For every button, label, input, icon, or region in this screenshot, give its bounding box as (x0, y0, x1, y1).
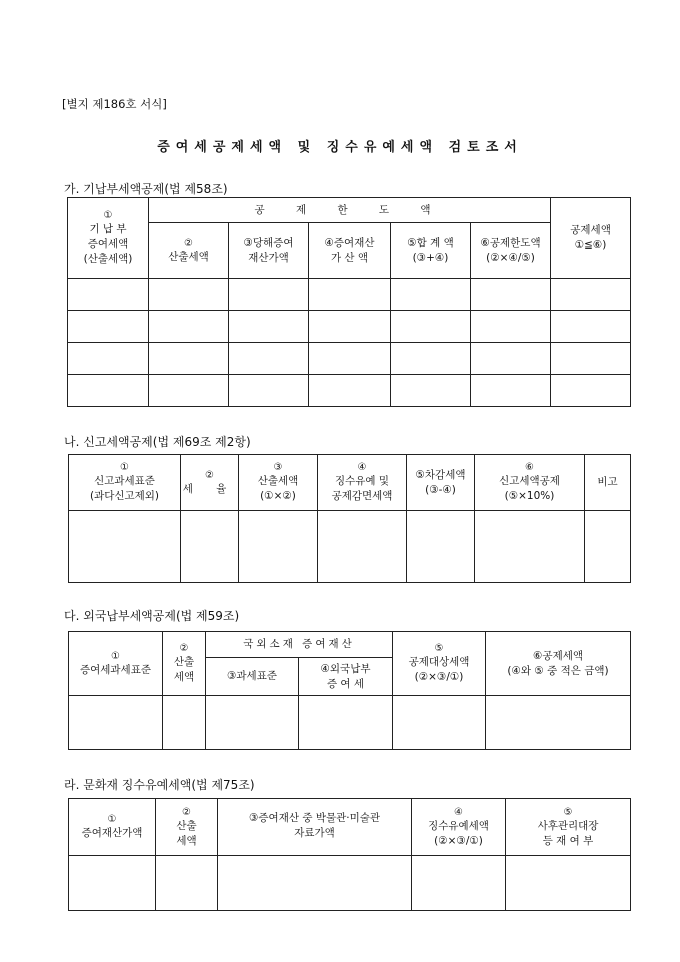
table-row (68, 311, 631, 343)
table-cultural-asset-deferral (68, 798, 631, 911)
header-museum-material-value: ③증여재산 중 박물관·미술관 자료가액 (218, 799, 412, 856)
table-row (69, 696, 631, 750)
table-row (68, 279, 631, 311)
header-calculated-tax: ② 산출 세액 (163, 632, 206, 696)
header-calculated-tax: ③ 산출세액 (①×②) (239, 455, 318, 511)
header-foreign-tax-base: ③과세표준 (206, 658, 299, 696)
header-foreign-paid-tax: ④외국납부 증 여 세 (299, 658, 393, 696)
form-number-label: [별지 제186호 서식] (62, 97, 167, 111)
header-deferred-tax: ④ 징수유예세액 (②×③/①) (412, 799, 506, 856)
header-current-gift-value: ③당해증여 재산가액 (229, 223, 309, 279)
header-added-gift-value: ④증여재산 가 산 액 (309, 223, 391, 279)
table-row (69, 856, 631, 911)
header-gift-tax-base: ① 증여세과세표준 (69, 632, 163, 696)
header-creditable-tax: ⑤ 공제대상세액 (②×③/①) (393, 632, 486, 696)
header-tax-rate: ② 세 율 (181, 455, 239, 511)
header-total-amount: ⑤합 계 액 (③+④) (391, 223, 471, 279)
document-title: 증여세공제세액 및 징수유예세액 검토조서 (157, 140, 523, 155)
header-credit-amount: ⑥공제세액 (④와 ⑤ 중 적은 금액) (486, 632, 631, 696)
table-row (68, 375, 631, 407)
header-deduction-limit-group: 공 제 한 도 액 (149, 198, 551, 223)
header-prepaid-tax: ① 기 납 부 증여세액 (산출세액) (68, 198, 149, 279)
header-registry-status: ⑤ 사후관리대장 등 재 여 부 (506, 799, 631, 856)
section-heading-na: 나. 신고세액공제(법 제69조 제2항) (64, 435, 251, 449)
header-filing-credit: ⑥ 신고세액공제 (⑤×10%) (475, 455, 585, 511)
table-prepaid-tax-credit (67, 197, 631, 407)
header-credit-amount: 공제세액 ①≦⑥) (551, 198, 631, 279)
header-remarks: 비고 (585, 455, 631, 511)
section-heading-da: 다. 외국납부세액공제(법 제59조) (64, 609, 240, 623)
table-filing-tax-credit (68, 454, 631, 583)
header-net-tax: ⑤차감세액 (③-④) (407, 455, 475, 511)
section-heading-ra: 라. 문화재 징수유예세액(법 제75조) (64, 778, 255, 792)
header-foreign-property-group: 국외소재 증여재산 (206, 632, 393, 658)
section-heading-ga: 가. 기납부세액공제(법 제58조) (64, 182, 228, 196)
header-limit-amount: ⑥공제한도액 (②×④/⑤) (471, 223, 551, 279)
header-gift-property-value: ① 증여재산가액 (69, 799, 156, 856)
table-row (69, 511, 631, 583)
header-calculated-tax: ② 산출 세액 (156, 799, 218, 856)
header-deferred-exempt-tax: ④ 징수유예 및 공제감면세액 (318, 455, 407, 511)
table-row (68, 343, 631, 375)
table-foreign-tax-credit (68, 631, 631, 750)
header-calculated-tax: ② 산출세액 (149, 223, 229, 279)
header-filed-tax-base: ① 신고과세표준 (과다신고제외) (69, 455, 181, 511)
